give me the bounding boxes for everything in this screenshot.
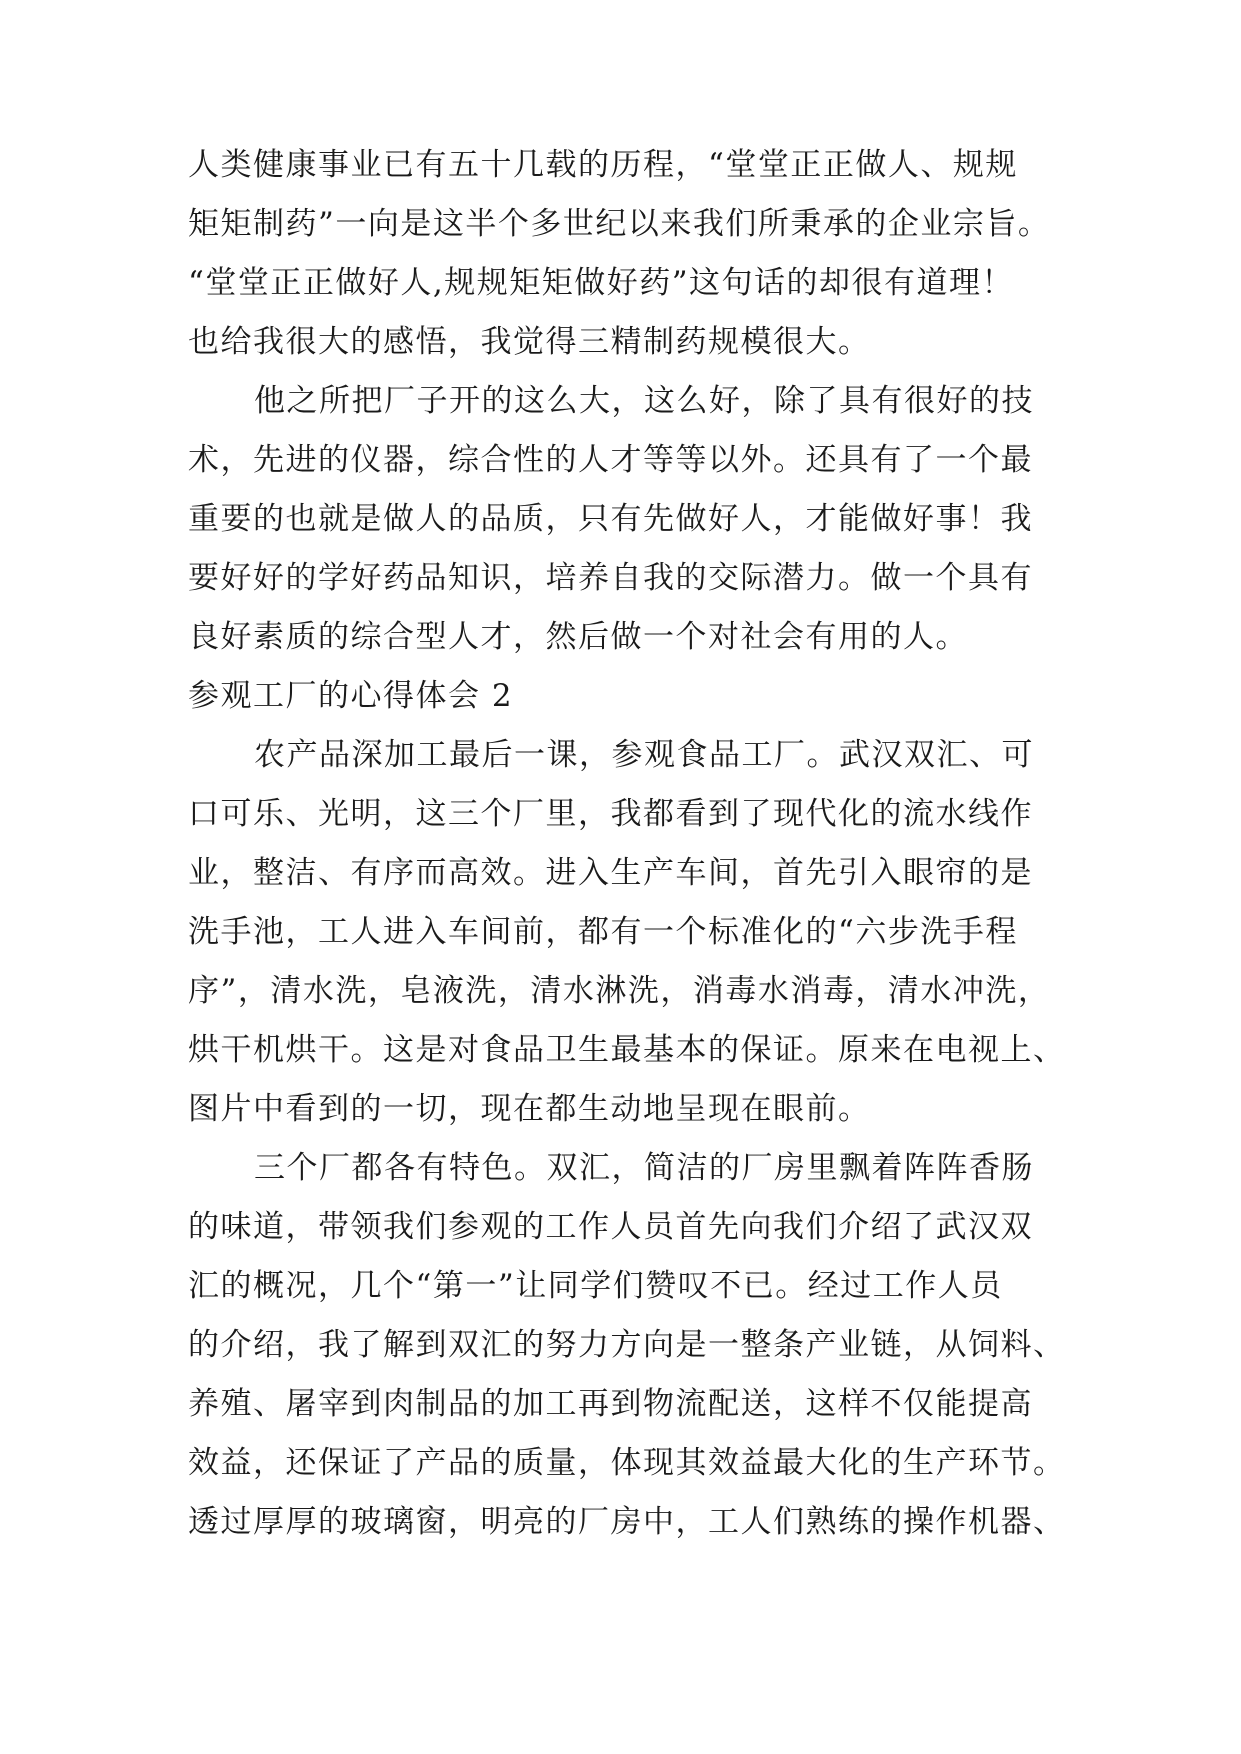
text-line: 图片中看到的一切，现在都生动地呈现在眼前。 <box>188 1091 871 1127</box>
section-heading: 参观工厂的心得体会 2 <box>188 678 514 714</box>
text-line: 也给我很大的感悟，我觉得三精制药规模很大。 <box>188 324 871 360</box>
text-line: 的味道，带领我们参观的工作人员首先向我们介绍了武汉双 <box>188 1209 1033 1245</box>
text-line: 术，先进的仪器，综合性的人才等等以外。还具有了一个最 <box>188 442 1033 478</box>
text-line: 人类健康事业已有五十几载的历程，“堂堂正正做人、规规 <box>188 147 1018 183</box>
paragraph-first-line: 三个厂都各有特色。双汇，简洁的厂房里飘着阵阵香肠 <box>254 1150 1034 1186</box>
paragraph-first-line: 他之所把厂子开的这么大，这么好，除了具有很好的技 <box>254 383 1034 419</box>
text-line: 效益，还保证了产品的质量，体现其效益最大化的生产环节。 <box>188 1445 1066 1481</box>
text-line: 洗手池，工人进入车间前，都有一个标准化的“六步洗手程 <box>188 914 1018 950</box>
text-line: 序”，清水洗，皂液洗，清水淋洗，消毒水消毒，清水冲洗， <box>188 973 1051 1009</box>
text-line: 的介绍，我了解到双汇的努力方向是一整条产业链，从饲料、 <box>188 1327 1066 1363</box>
text-line: 重要的也就是做人的品质，只有先做好人，才能做好事！我 <box>188 501 1033 537</box>
text-line: 烘干机烘干。这是对食品卫生最基本的保证。原来在电视上、 <box>188 1032 1066 1068</box>
text-line: 汇的概况，几个“第一”让同学们赞叹不已。经过工作人员 <box>188 1268 1003 1304</box>
text-line: 口可乐、光明，这三个厂里，我都看到了现代化的流水线作 <box>188 796 1033 832</box>
paragraph-first-line: 农产品深加工最后一课，参观食品工厂。武汉双汇、可 <box>254 737 1034 773</box>
text-line: “堂堂正正做好人,规规矩矩做好药”这句话的却很有道理！ <box>188 265 1015 301</box>
text-line: 透过厚厚的玻璃窗，明亮的厂房中，工人们熟练的操作机器、 <box>188 1504 1066 1540</box>
text-line: 养殖、屠宰到肉制品的加工再到物流配送，这样不仅能提高 <box>188 1386 1033 1422</box>
text-line: 业，整洁、有序而高效。进入生产车间，首先引入眼帘的是 <box>188 855 1033 891</box>
text-line: 要好好的学好药品知识，培养自我的交际潜力。做一个具有 <box>188 560 1033 596</box>
text-line: 矩矩制药”一向是这半个多世纪以来我们所秉承的企业宗旨。 <box>188 206 1051 242</box>
text-line: 良好素质的综合型人才，然后做一个对社会有用的人。 <box>188 619 968 655</box>
